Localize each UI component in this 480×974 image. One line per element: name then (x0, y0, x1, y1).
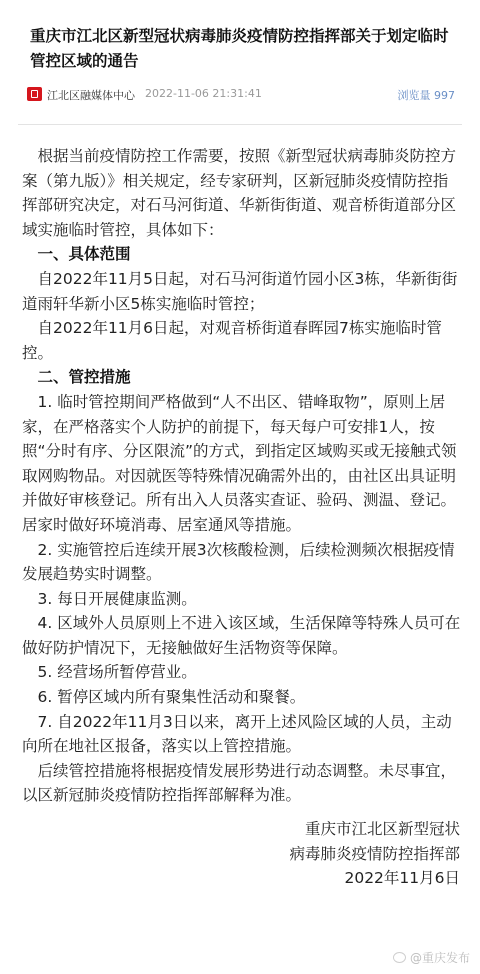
scope-paragraph: 自2022年11月6日起，对观音桥街道春晖园7栋实施临时管控。 (22, 319, 442, 362)
measure-item: 1. 临时管控期间严格做到“人不出区、错峰取物”，原则上居家，在严格落实个人防护的前提下，每天每户可安排1人，按照“分时有序、分区限流”的方式，到指定区域购买或无接触式领取网购物品。对因就医等特殊情况确需外出的，由社区出具证明并做好审核登记。所有出入人员落实查证、验码、测温、登记。居家时做好环境消毒、居室通风等措施。 (22, 392, 457, 534)
measure-item: 7. 自2022年11月3日以来，离开上述风险区域的人员，主动向所在地社区报备，落实以上管控措施。 (22, 712, 452, 756)
watermark-text: @重庆发布 (409, 951, 470, 965)
measure-item: 2. 实施管控后连续开展3次核酸检测，后续检测频次根据疫情发展趋势实时调整。 (22, 540, 455, 584)
article-title: 重庆市江北区新型冠状病毒肺炎疫情防控指挥部关于划定临时管控区域的通告 (30, 27, 449, 70)
media-logo-icon (27, 87, 42, 101)
closing-paragraph: 后续管控措施将根据疫情发展形势进行动态调整。未尽事宜，以区新冠肺炎疫情防控指挥部解释为准。 (22, 761, 457, 805)
article-body (22, 144, 462, 808)
intro-paragraph: 根据当前疫情防控工作需要，按照《新型冠状病毒肺炎防控方案（第九版）》相关规定，经专家研判，区新冠肺炎疫情防控指挥部研究决定，对石马河街道、华新街街道、观音桥街道部分区域实施临时管控，具体如下： (22, 147, 457, 239)
signature-line: 病毒肺炎疫情防控指挥部 (289, 844, 460, 863)
section-heading-scope: 一、具体范围 (37, 245, 131, 264)
measure-item: 3. 每日开展健康监测。 (37, 589, 197, 608)
signature-line: 重庆市江北区新型冠状 (304, 820, 460, 838)
divider (18, 124, 462, 125)
source-name[interactable]: 江北区融媒体中心 (47, 89, 135, 102)
measure-item: 6. 暂停区域内所有聚集性活动和聚餐。 (37, 688, 306, 707)
measure-item: 4. 区域外人员原则上不进入该区域，生活保障等特殊人员可在做好防护情况下，无接触做好生活物资等保障。 (22, 614, 461, 657)
view-count: 浏览量 997 (397, 89, 455, 102)
signature-block (289, 817, 460, 891)
signature-date: 2022年11月6日 (344, 869, 460, 888)
article-meta (27, 85, 455, 105)
publish-time: 2022-11-06 21:31:41 (145, 87, 262, 100)
measure-item: 5. 经营场所暂停营业。 (37, 663, 197, 682)
weibo-icon (393, 952, 406, 963)
watermark (393, 949, 470, 966)
section-heading-measures: 二、管控措施 (37, 368, 131, 387)
scope-paragraph: 自2022年11月5日起，对石马河街道竹园小区3栋，华新街街道雨轩华新小区5栋实施临时管控； (22, 269, 458, 313)
